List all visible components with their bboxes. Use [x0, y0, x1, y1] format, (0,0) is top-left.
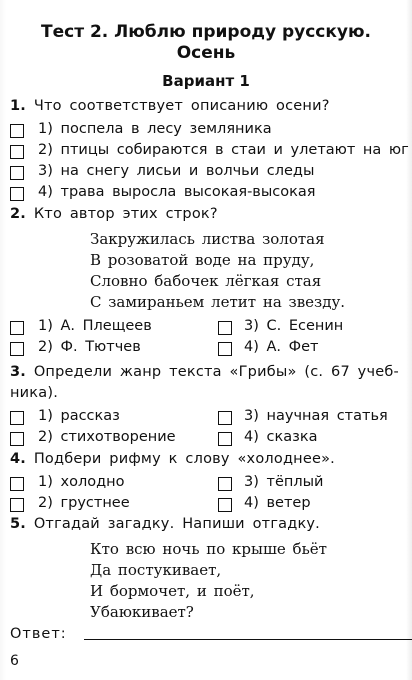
question-4-number: 4. [10, 451, 26, 467]
q1-option-2-checkbox[interactable] [10, 145, 24, 159]
q1-option-1-label: 1) поспела в лесу земляника [38, 121, 272, 137]
q2-option-1-checkbox[interactable] [10, 321, 24, 335]
question-1-number: 1. [10, 98, 26, 114]
q3-option-1-checkbox[interactable] [10, 411, 24, 425]
q1-option-4-checkbox[interactable] [10, 187, 24, 201]
q3-option-4-checkbox[interactable] [218, 432, 232, 446]
question-3-number: 3. [10, 364, 26, 380]
q5-riddle-line-4: Убаюкивает? [90, 603, 194, 621]
question-5-number: 5. [10, 516, 26, 532]
variant-label: Вариант 1 [162, 72, 250, 90]
q2-poem-line-3: Словно бабочек лёгкая стая [90, 272, 322, 290]
q1-option-2-label: 2) птицы собираются в стаи и улетают на юг [38, 142, 409, 158]
q4-option-3-checkbox[interactable] [218, 477, 232, 491]
q2-poem-line-2: В розоватой воде на пруду, [90, 251, 315, 269]
q1-option-1-checkbox[interactable] [10, 124, 24, 138]
answer-label: Ответ: [10, 626, 67, 642]
q1-option-3-label: 3) на снегу лисьи и волчьи следы [38, 163, 315, 179]
q4-option-3-label: 3) тёплый [244, 474, 324, 490]
test-title-line1: Тест 2. Люблю природу русскую. [40, 22, 371, 42]
q1-option-4-label: 4) трава выросла высокая-высокая [38, 184, 316, 200]
q3-option-3-checkbox[interactable] [218, 411, 232, 425]
page-number: 6 [10, 653, 19, 669]
q3-option-2-label: 2) стихотворение [38, 429, 176, 445]
question-3 [10, 364, 399, 380]
q2-option-4-checkbox[interactable] [218, 342, 232, 356]
test-title-line2: Осень [176, 43, 236, 63]
answer-line[interactable] [84, 624, 412, 640]
q2-option-3-checkbox[interactable] [218, 321, 232, 335]
q5-riddle-line-3: И бормочет, и поёт, [90, 582, 255, 600]
q2-option-2-label: 2) Ф. Тютчев [38, 339, 141, 355]
question-5-text: Отгадай загадку. Напиши отгадку. [33, 516, 320, 532]
q2-poem-line-4: С замираньем летит на звезду. [90, 293, 346, 311]
question-1 [10, 98, 330, 114]
q2-option-3-label: 3) С. Есенин [244, 318, 344, 334]
question-1-text: Что соответствует описанию осени? [33, 98, 330, 114]
q4-option-2-checkbox[interactable] [10, 498, 24, 512]
q2-poem-line-1: Закружилась листва золотая [90, 230, 325, 248]
question-2-number: 2. [10, 206, 26, 222]
question-3-text-line2: ника). [10, 385, 59, 401]
question-3-text-line1: Определи жанр текста «Грибы» (с. 67 учеб- [33, 364, 399, 380]
q1-option-3-checkbox[interactable] [10, 166, 24, 180]
q4-option-1-checkbox[interactable] [10, 477, 24, 491]
q3-option-3-label: 3) научная статья [244, 408, 388, 424]
question-2-text: Кто автор этих строк? [33, 206, 218, 222]
q5-riddle-line-2: Да постукивает, [90, 561, 222, 579]
question-2 [10, 206, 218, 222]
question-4-text: Подбери рифму к слову «холоднее». [33, 451, 335, 467]
question-4 [10, 451, 335, 467]
q2-option-2-checkbox[interactable] [10, 342, 24, 356]
q3-option-4-label: 4) сказка [244, 429, 318, 445]
q4-option-1-label: 1) холодно [38, 474, 125, 490]
q2-option-1-label: 1) А. Плещеев [38, 318, 152, 334]
q4-option-2-label: 2) грустнее [38, 495, 130, 511]
q3-option-1-label: 1) рассказ [38, 408, 120, 424]
q5-riddle-line-1: Кто всю ночь по крыше бьёт [90, 540, 327, 558]
question-5 [10, 516, 320, 532]
q4-option-4-checkbox[interactable] [218, 498, 232, 512]
q2-option-4-label: 4) А. Фет [244, 339, 319, 355]
q4-option-4-label: 4) ветер [244, 495, 311, 511]
q3-option-2-checkbox[interactable] [10, 432, 24, 446]
